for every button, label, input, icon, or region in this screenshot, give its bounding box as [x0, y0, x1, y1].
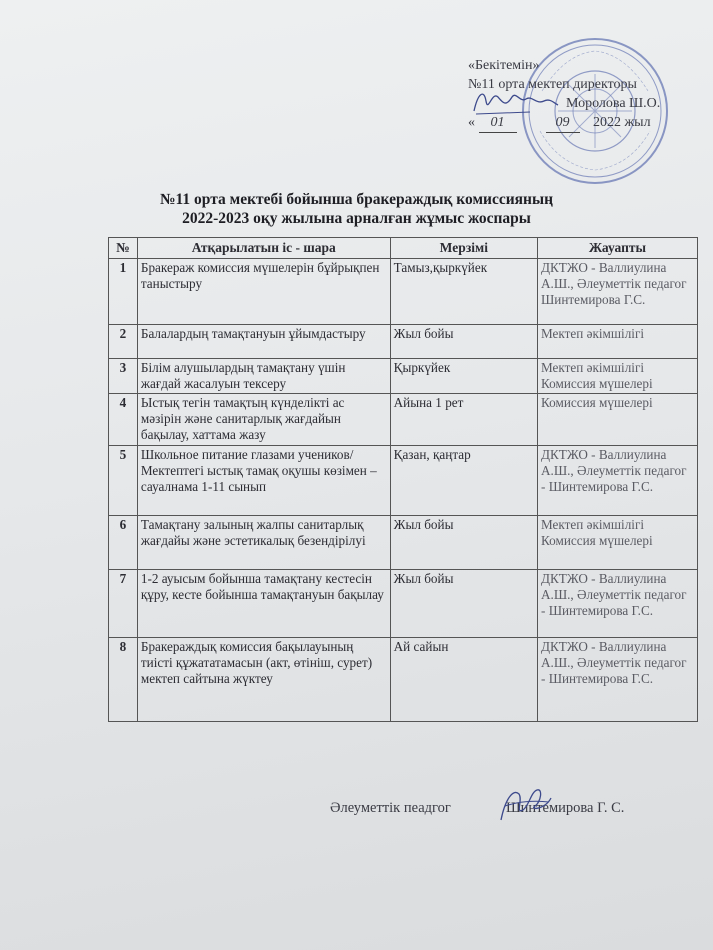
row-responsible: Комиссия мүшелері — [538, 394, 698, 446]
row-task: Бракераждық комиссия бақылауының тиісті құжататамасын (акт, өтініш, сурет) мектеп сайтына жүктеу — [137, 638, 390, 722]
footer-role: Әлеуметтік пеадгог — [330, 800, 451, 816]
row-responsible: Мектеп әкімшілігі Комиссия мүшелері — [538, 516, 698, 570]
row-task: Балалардың тамақтануын ұйымдастыру — [137, 325, 390, 359]
row-task: Школьное питание глазами учеников/ Мектептегі ыстық тамақ оқушы көзімен – сауалнама 1-11 сынып — [137, 446, 390, 516]
pedagogue-signature — [495, 780, 555, 830]
row-no: 3 — [109, 359, 138, 394]
document-title-line1: №11 орта мектебі бойынша бракераждық комиссияның — [159, 191, 554, 208]
row-task: Бракераж комиссия мүшелерін бұйрықпен таныстыру — [137, 259, 390, 325]
row-responsible: ДКТЖО - Валлиулина А.Ш., Әлеуметтік педагог Шинтемирова Г.С. — [538, 259, 698, 325]
row-no: 1 — [109, 259, 138, 325]
row-term: Жыл бойы — [390, 570, 537, 638]
table-row — [109, 359, 698, 394]
row-no: 2 — [109, 325, 138, 359]
table-row — [109, 516, 698, 570]
row-no: 6 — [109, 516, 138, 570]
row-no: 8 — [109, 638, 138, 722]
director-name: Моролова Ш.О. — [566, 96, 661, 111]
row-task: Білім алушылардың тамақтану үшін жағдай жасалуын тексеру — [137, 359, 390, 394]
table-row — [109, 394, 698, 446]
row-term: Айына 1 рет — [390, 394, 537, 446]
row-no: 7 — [109, 570, 138, 638]
row-term: Қыркүйек — [390, 359, 537, 394]
footer-signature-line — [330, 800, 624, 817]
row-no: 5 — [109, 446, 138, 516]
document-title-line2: 2022-2023 оқу жылына арналған жұмыс жоспары — [182, 210, 531, 227]
row-term: Тамыз,қыркүйек — [390, 259, 537, 325]
table-header-row — [109, 238, 698, 259]
approval-day: 01 — [479, 113, 517, 133]
table-row — [109, 638, 698, 722]
row-term: Жыл бойы — [390, 516, 537, 570]
approval-heading: «Бекітемін» — [468, 58, 540, 73]
work-plan-table — [108, 237, 698, 722]
row-term: Ай сайын — [390, 638, 537, 722]
row-task: 1-2 ауысым бойынша тамақтану кестесін құру, кесте бойынша тамақтануын бақылау — [137, 570, 390, 638]
approval-year: 2022 жыл — [593, 115, 651, 130]
approval-month: 09 — [546, 113, 580, 133]
footer-name: Шинтемирова Г. С. — [506, 800, 625, 816]
header-no: № — [109, 238, 138, 259]
table-row — [109, 259, 698, 325]
row-responsible: ДКТЖО - Валлиулина А.Ш., Әлеуметтік педагог - Шинтемирова Г.С. — [538, 570, 698, 638]
row-term: Жыл бойы — [390, 325, 537, 359]
table-row — [109, 446, 698, 516]
row-task: Тамақтану залының жалпы санитарлық жағдайы және эстетикалық безендірілуі — [137, 516, 390, 570]
row-responsible: Мектеп әкімшілігі — [538, 325, 698, 359]
table-row — [109, 325, 698, 359]
table-row — [109, 570, 698, 638]
header-task: Атқарылатын іс - шара — [137, 238, 390, 259]
director-title: №11 орта мектеп директоры — [468, 77, 637, 92]
header-responsible: Жауапты — [538, 238, 698, 259]
approval-date: « 01 09 2022 жыл — [468, 113, 708, 133]
row-no: 4 — [109, 394, 138, 446]
row-responsible: ДКТЖО - Валлиулина А.Ш., Әлеуметтік педагог - Шинтемирова Г.С. — [538, 638, 698, 722]
header-term: Мерзімі — [390, 238, 537, 259]
row-task: Ыстық тегін тамақтың күнделікті ас мәзірін және санитарлық жағдайын бақылау, хаттама жазу — [137, 394, 390, 446]
row-responsible: Мектеп әкімшілігі Комиссия мүшелері — [538, 359, 698, 394]
director-signature — [470, 83, 560, 123]
row-term: Қазан, қаңтар — [390, 446, 537, 516]
row-responsible: ДКТЖО - Валлиулина А.Ш., Әлеуметтік педагог - Шинтемирова Г.С. — [538, 446, 698, 516]
